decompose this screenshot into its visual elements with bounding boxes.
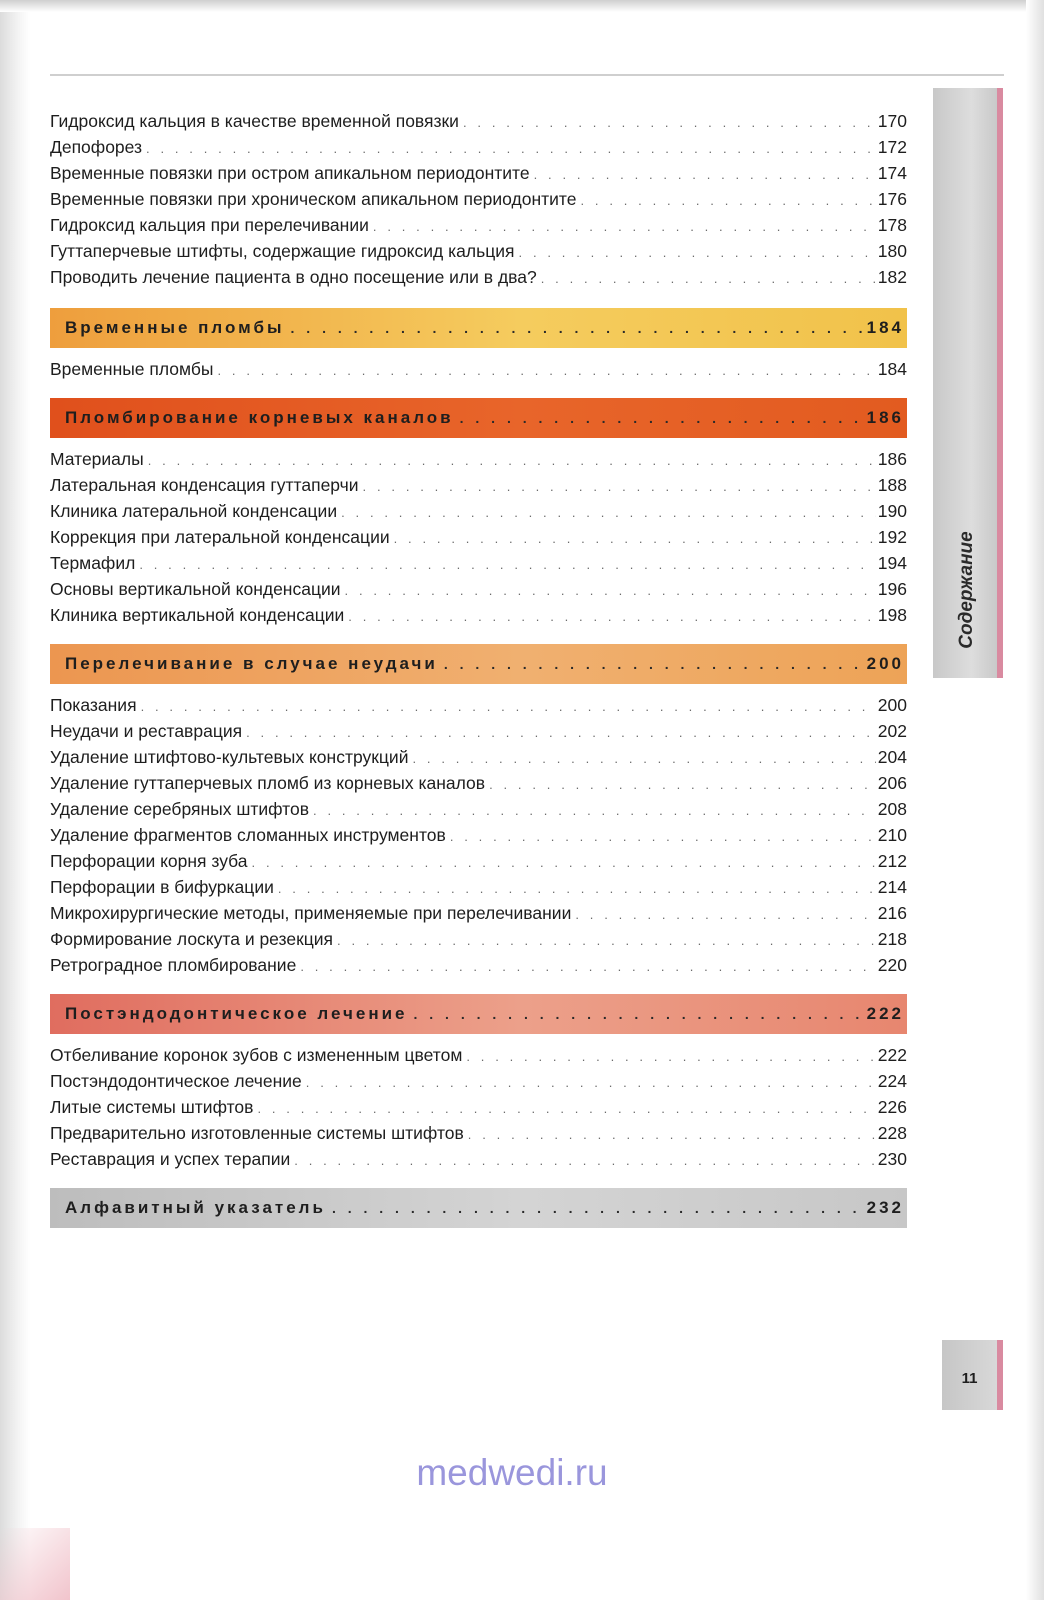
- entry-page: 212: [877, 851, 907, 871]
- toc-entry[interactable]: [50, 926, 907, 952]
- toc-group: [50, 1042, 907, 1172]
- toc-group: [50, 108, 907, 290]
- dot-leader: [252, 850, 876, 876]
- toc-group: [50, 446, 907, 628]
- section-title: Алфавитный указатель: [65, 1198, 326, 1217]
- section-title: Постэндодонтическое лечение: [65, 1004, 408, 1023]
- dot-leader: [278, 876, 876, 902]
- watermark: medwedi.ru: [416, 1452, 608, 1493]
- section-page: 200: [866, 654, 904, 673]
- entry-page: 194: [877, 553, 907, 573]
- entry-title: Удаление гуттаперчевых пломб из корневых каналов: [50, 773, 486, 793]
- entry-page: 180: [877, 241, 907, 261]
- dot-leader: [291, 320, 865, 336]
- entry-title: Формирование лоскута и резекция: [50, 929, 334, 949]
- scan-shadow-left: [0, 0, 30, 1600]
- toc-entry[interactable]: [50, 1094, 907, 1120]
- toc-entry[interactable]: [50, 692, 907, 718]
- section-header-index[interactable]: [50, 1188, 907, 1228]
- toc-entry[interactable]: [50, 212, 907, 238]
- entry-title: Удаление штифтово-культевых конструкций: [50, 747, 409, 767]
- entry-title: Перфорации в бифуркации: [50, 877, 274, 897]
- entry-page: 188: [877, 475, 907, 495]
- toc-entry[interactable]: [50, 718, 907, 744]
- toc-entry[interactable]: [50, 446, 907, 472]
- section-title: Временные пломбы: [65, 318, 285, 337]
- entry-page: 224: [877, 1071, 907, 1091]
- dot-leader: [541, 266, 876, 292]
- toc-entry[interactable]: [50, 900, 907, 926]
- entry-title: Коррекция при латеральной конденсации: [50, 527, 390, 547]
- entry-page: 174: [877, 163, 907, 183]
- entry-page: 218: [877, 929, 907, 949]
- dot-leader: [414, 1006, 865, 1022]
- header-rule: [50, 74, 1004, 76]
- entry-page: 216: [877, 903, 907, 923]
- dot-leader: [534, 162, 876, 188]
- toc-entry[interactable]: [50, 498, 907, 524]
- toc-entry[interactable]: [50, 1068, 907, 1094]
- dot-leader: [313, 798, 876, 824]
- dot-leader: [332, 1200, 865, 1216]
- page-number: 11: [961, 1370, 978, 1387]
- section-header-post-endodontic[interactable]: [50, 994, 907, 1034]
- entry-page: 170: [877, 111, 907, 131]
- entry-page: 200: [877, 695, 907, 715]
- toc-entry[interactable]: [50, 1146, 907, 1172]
- dot-leader: [306, 1070, 876, 1096]
- entry-title: Литые системы штифтов: [50, 1097, 254, 1117]
- dot-leader: [345, 578, 876, 604]
- dot-leader: [489, 772, 876, 798]
- toc-group: [50, 692, 907, 978]
- entry-title: Основы вертикальной конденсации: [50, 579, 341, 599]
- table-of-contents: [50, 108, 907, 1228]
- dot-leader: [139, 552, 875, 578]
- toc-entry[interactable]: [50, 1042, 907, 1068]
- toc-entry[interactable]: [50, 134, 907, 160]
- entry-title: Проводить лечение пациента в одно посещение или в два?: [50, 267, 537, 287]
- entry-page: 204: [877, 747, 907, 767]
- dot-leader: [466, 1044, 875, 1070]
- contents-tab-label: Содержание: [956, 531, 977, 649]
- entry-page: 176: [877, 189, 907, 209]
- entry-page: 196: [877, 579, 907, 599]
- entry-title: Гуттаперчевые штифты, содержащие гидроксид кальция: [50, 241, 515, 261]
- toc-entry[interactable]: [50, 874, 907, 900]
- entry-title: Клиника вертикальной конденсации: [50, 605, 345, 625]
- toc-group: [50, 356, 907, 382]
- entry-page: 202: [877, 721, 907, 741]
- dot-leader: [337, 928, 876, 954]
- section-header-root-canal-filling[interactable]: [50, 398, 907, 438]
- entry-page: 178: [877, 215, 907, 235]
- entry-page: 206: [877, 773, 907, 793]
- toc-entry[interactable]: [50, 264, 907, 290]
- toc-entry[interactable]: [50, 848, 907, 874]
- toc-entry[interactable]: [50, 550, 907, 576]
- section-page: 186: [866, 408, 904, 427]
- section-page: 232: [866, 1198, 904, 1217]
- dot-leader: [373, 214, 876, 240]
- dot-leader: [363, 474, 876, 500]
- entry-page: 220: [877, 955, 907, 975]
- dot-leader: [257, 1096, 875, 1122]
- entry-page: 192: [877, 527, 907, 547]
- entry-page: 208: [877, 799, 907, 819]
- dot-leader: [444, 656, 865, 672]
- entry-title: Удаление серебряных штифтов: [50, 799, 310, 819]
- entry-page: 184: [877, 359, 907, 379]
- dot-leader: [394, 526, 876, 552]
- dot-leader: [450, 824, 876, 850]
- section-header-retreatment[interactable]: [50, 644, 907, 684]
- toc-entry[interactable]: [50, 602, 907, 628]
- toc-entry[interactable]: [50, 356, 907, 382]
- entry-title: Удаление фрагментов сломанных инструментов: [50, 825, 446, 845]
- toc-entry[interactable]: [50, 238, 907, 264]
- entry-page: 182: [877, 267, 907, 287]
- entry-title: Термафил: [50, 553, 136, 573]
- dot-leader: [519, 240, 876, 266]
- entry-title: Временные повязки при остром апикальном периодонтите: [50, 163, 530, 183]
- entry-title: Предварительно изготовленные системы штифтов: [50, 1123, 464, 1143]
- entry-page: 226: [877, 1097, 907, 1117]
- entry-title: Гидроксид кальция в качестве временной повязки: [50, 111, 459, 131]
- toc-entry[interactable]: [50, 796, 907, 822]
- toc-entry[interactable]: [50, 108, 907, 134]
- entry-page: 186: [877, 449, 907, 469]
- entry-page: 198: [877, 605, 907, 625]
- toc-entry[interactable]: [50, 770, 907, 796]
- dot-leader: [348, 604, 876, 630]
- dot-leader: [300, 954, 875, 980]
- dot-leader: [575, 902, 875, 928]
- entry-title: Микрохирургические методы, применяемые при перелечивании: [50, 903, 572, 923]
- dot-leader: [294, 1148, 876, 1174]
- entry-title: Реставрация и успех терапии: [50, 1149, 291, 1169]
- entry-page: 228: [877, 1123, 907, 1143]
- entry-page: 190: [877, 501, 907, 521]
- entry-title: Временные повязки при хроническом апикальном периодонтите: [50, 189, 577, 209]
- dot-leader: [468, 1122, 876, 1148]
- dot-leader: [217, 358, 875, 384]
- section-title: Пломбирование корневых каналов: [65, 408, 454, 427]
- entry-page: 172: [877, 137, 907, 157]
- dot-leader: [146, 136, 876, 162]
- entry-title: Латеральная конденсация гуттаперчи: [50, 475, 359, 495]
- toc-entry[interactable]: [50, 822, 907, 848]
- toc-entry[interactable]: [50, 160, 907, 186]
- entry-page: 230: [877, 1149, 907, 1169]
- toc-entry[interactable]: [50, 1120, 907, 1146]
- entry-title: Отбеливание коронок зубов с измененным цветом: [50, 1045, 463, 1065]
- dot-leader: [580, 188, 875, 214]
- dot-leader: [141, 694, 876, 720]
- dot-leader: [246, 720, 876, 746]
- entry-title: Ретроградное пломбирование: [50, 955, 297, 975]
- dot-leader: [460, 410, 865, 426]
- entry-title: Депофорез: [50, 137, 143, 157]
- section-page: 222: [866, 1004, 904, 1023]
- toc-entry[interactable]: [50, 576, 907, 602]
- toc-entry[interactable]: [50, 186, 907, 212]
- entry-title: Временные пломбы: [50, 359, 214, 379]
- dot-leader: [412, 746, 875, 772]
- entry-title: Перфорации корня зуба: [50, 851, 248, 871]
- dot-leader: [341, 500, 876, 526]
- entry-title: Гидроксид кальция при перелечивании: [50, 215, 369, 235]
- corner-mark: [0, 1528, 70, 1600]
- toc-entry[interactable]: [50, 472, 907, 498]
- scan-shadow-top: [0, 0, 1044, 12]
- entry-title: Постэндодонтическое лечение: [50, 1071, 302, 1091]
- entry-title: Неудачи и реставрация: [50, 721, 243, 741]
- entry-page: 210: [877, 825, 907, 845]
- section-header-temporary-fillings[interactable]: [50, 308, 907, 348]
- entry-page: 222: [877, 1045, 907, 1065]
- toc-entry[interactable]: [50, 744, 907, 770]
- section-title: Перелечивание в случае неудачи: [65, 654, 438, 673]
- entry-page: 214: [877, 877, 907, 897]
- dot-leader: [463, 110, 876, 136]
- toc-entry[interactable]: [50, 524, 907, 550]
- entry-title: Клиника латеральной конденсации: [50, 501, 338, 521]
- section-page: 184: [866, 318, 904, 337]
- toc-entry[interactable]: [50, 952, 907, 978]
- entry-title: Показания: [50, 695, 137, 715]
- page-edge-right: [1026, 0, 1044, 1600]
- entry-title: Материалы: [50, 449, 144, 469]
- dot-leader: [148, 448, 876, 474]
